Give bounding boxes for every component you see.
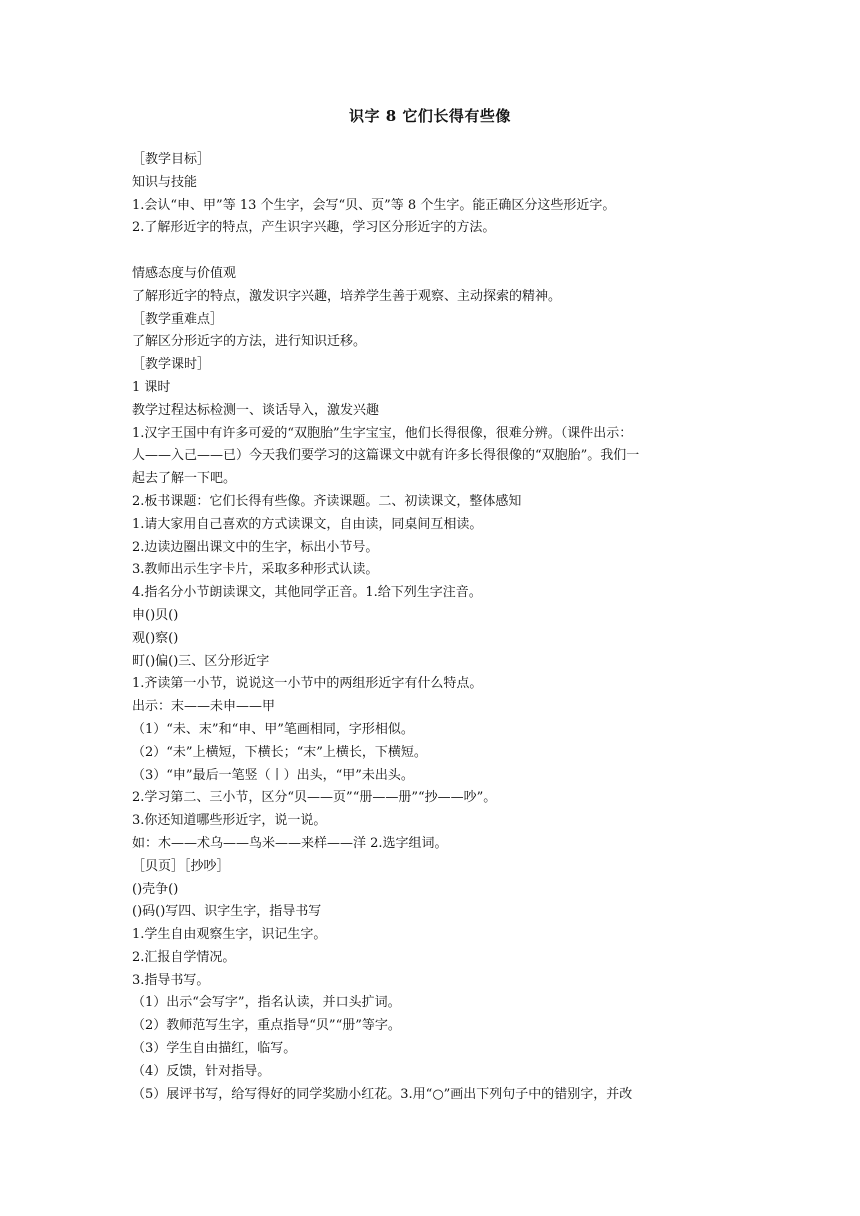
text-line: （3）学生自由描红，临写。 [132, 1041, 297, 1057]
text-line: 出示：末——未申——甲 [132, 699, 276, 715]
text-line: ［贝页］［抄吵］ [132, 858, 230, 874]
text-line: ［教学课时］ [132, 357, 211, 373]
text-line: 3.指导书写。 [132, 972, 210, 988]
text-line: 1.会认“申、甲”等 13 个生字，会写“贝、页”等 8 个生字。能正确区分这些形近字。 [132, 197, 616, 213]
text-line: （2）教师范写生字，重点指导“贝”“册”等字。 [132, 1018, 401, 1034]
text-line: （3）“申”最后一笔竖（丨）出头，“甲”未出头。 [132, 767, 414, 783]
text-line: 3.教师出示生字卡片，采取多种形式认读。 [132, 562, 379, 578]
text-line: 1 课时 [132, 379, 171, 395]
text-line: 町()偏()三、区分形近字 [132, 653, 270, 669]
text-line: 2.了解形近字的特点，产生识字兴趣，学习区分形近字的方法。 [132, 220, 496, 236]
text-line: ()壳争() [132, 881, 179, 897]
text-line: （1）出示“会写字”，指名认读，并口头扩词。 [132, 995, 401, 1011]
text-line: 人——入己——已）今天我们要学习的这篇课文中就有许多长得很像的“双胞胎”。我们一 [132, 448, 640, 464]
text-line: 2.板书课题：它们长得有些像。齐读课题。二、初读课文，整体感知 [132, 493, 522, 509]
text-line: 2.汇报自学情况。 [132, 949, 236, 965]
document-body [132, 149, 736, 1106]
text-line: 如：木——术乌——鸟米——来样——洋 2.选字组词。 [132, 835, 448, 851]
text-line: （1）“未、末”和“申、甲”笔画相同，字形相似。 [132, 721, 414, 737]
text-line: （4）反馈，针对指导。 [132, 1063, 271, 1079]
text-line: 申()贝() [132, 607, 179, 623]
text-line: 3.你还知道哪些形近字，说一说。 [132, 813, 327, 829]
text-line: 情感态度与价值观 [132, 265, 237, 281]
text-line: 1.学生自由观察生字，识记生字。 [132, 927, 327, 943]
text-line: ()码()写四、识字生字，指导书写 [132, 904, 322, 920]
text-line: ［教学目标］ [132, 152, 211, 167]
blank-line [132, 240, 736, 263]
text-line: 1.齐读第一小节，说说这一小节中的两组形近字有什么特点。 [132, 676, 483, 692]
text-line: 了解区分形近字的方法，进行知识迁移。 [132, 334, 367, 350]
text-line: 2.边读边圈出课文中的生字，标出小节号。 [132, 539, 379, 555]
document-title: 识字 8 它们长得有些像 [349, 107, 511, 125]
text-line: 知识与技能 [132, 174, 198, 190]
text-line: 1.请大家用自己喜欢的方式读课文，自由读，同桌间互相读。 [132, 516, 483, 532]
text-line: 了解形近字的特点，激发识字兴趣，培养学生善于观察、主动探索的精神。 [132, 288, 562, 304]
text-line: 4.指名分小节朗读课文，其他同学正音。1.给下列生字注音。 [132, 585, 482, 601]
text-line: 观()察() [132, 630, 179, 646]
text-line: （2）“未”上横短，下横长；“末”上横长，下横短。 [132, 744, 427, 760]
text-line: 起去了解一下吧。 [132, 471, 237, 487]
text-line: 教学过程达标检测一、谈话导入，激发兴趣 [132, 402, 380, 418]
text-line: 1.汉字王国中有许多可爱的“双胞胎”生字宝宝，他们长得很像，很难分辨。（课件出示： [132, 425, 633, 441]
text-line: （5）展评书写，给写得好的同学奖励小红花。3.用“○”画出下列句子中的错别字，并改 [132, 1086, 633, 1102]
text-line: 2.学习第二、三小节，区分“贝——页”“册——册”“抄——吵”。 [132, 790, 497, 806]
text-line: ［教学重难点］ [132, 311, 224, 327]
